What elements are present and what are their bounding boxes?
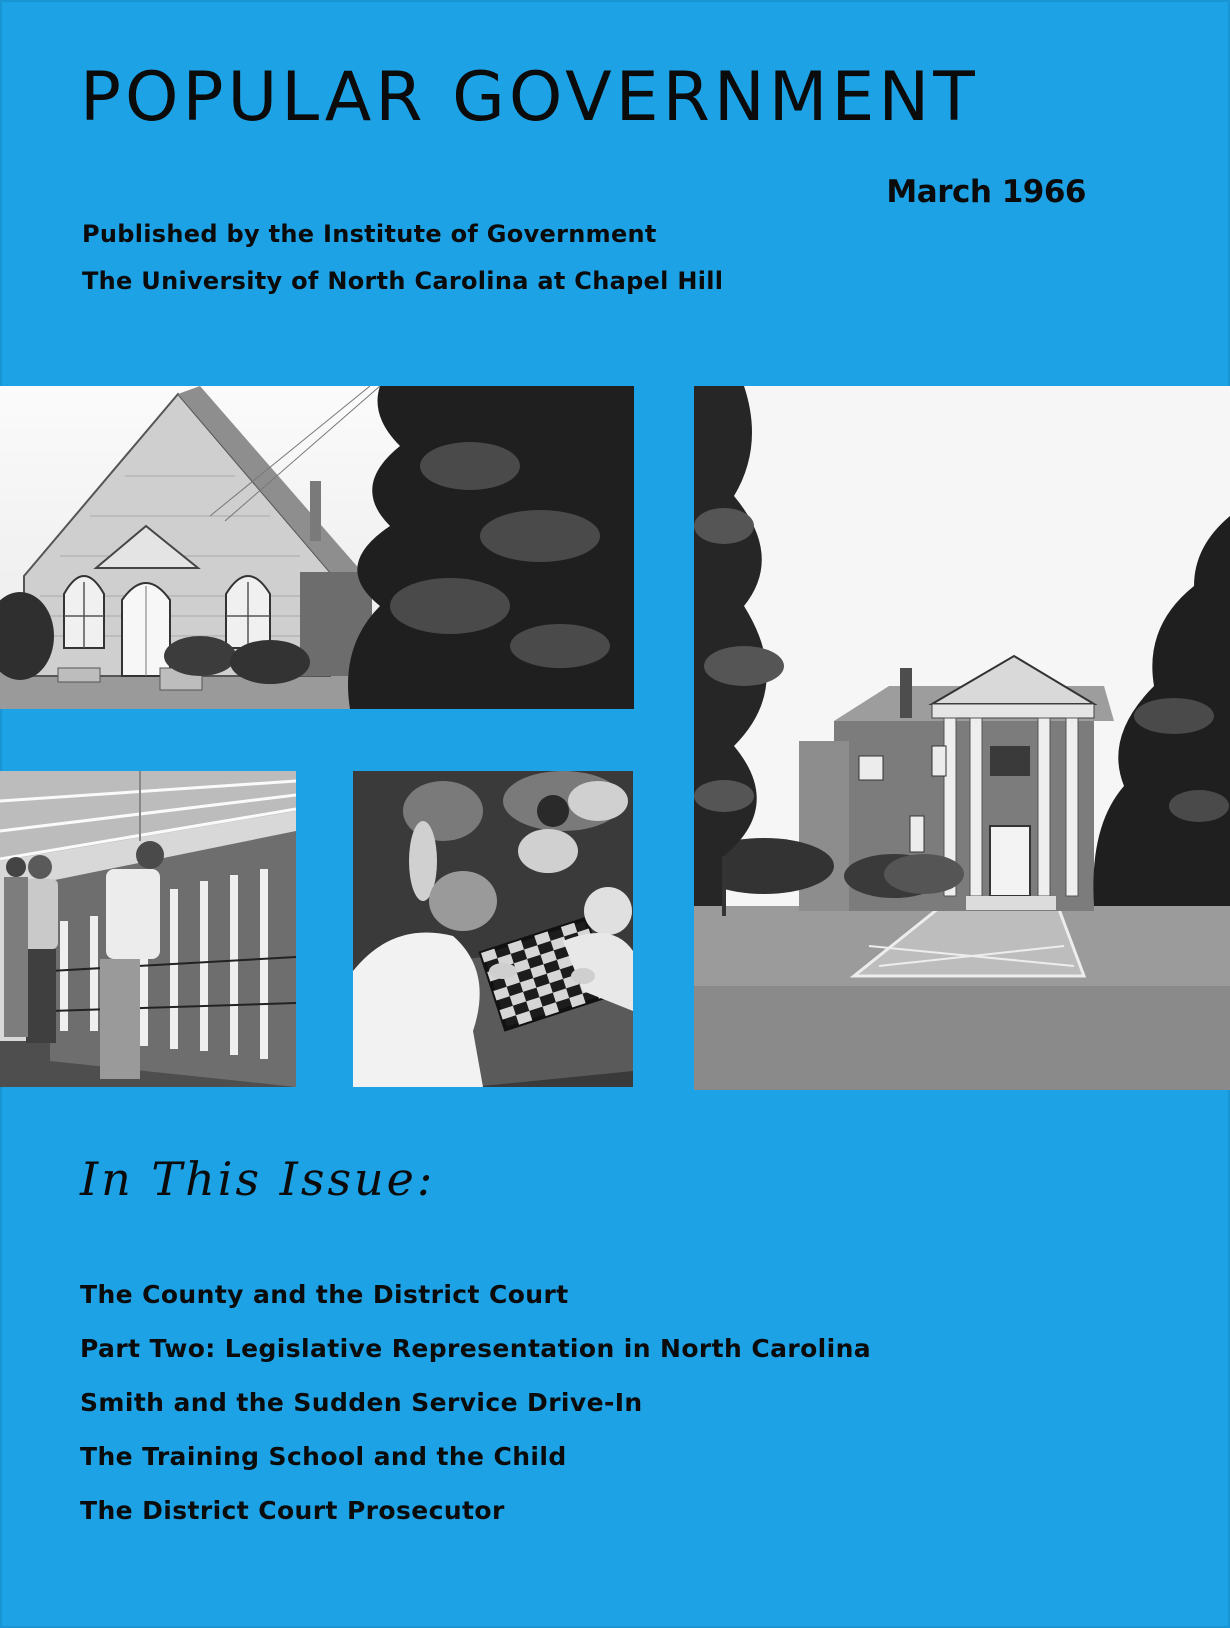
boys-playing-checkers-photo <box>353 771 633 1087</box>
checkers-photo-drawing <box>353 771 633 1087</box>
publisher-line: Published by the Institute of Government <box>82 220 657 248</box>
article-title: The District Court Prosecutor <box>80 1496 505 1525</box>
spinning-mill-photo-drawing <box>0 771 296 1087</box>
article-title: The Training School and the Child <box>80 1442 567 1471</box>
church-photo <box>0 386 634 709</box>
church-photo-drawing <box>0 386 634 709</box>
magazine-title: POPULAR GOVERNMENT <box>80 58 979 137</box>
courthouse-photo <box>694 386 1230 1090</box>
contents-list <box>80 1268 871 1538</box>
article-title: The County and the District Court <box>80 1280 569 1309</box>
issue-date: March 1966 <box>886 174 1086 210</box>
courthouse-photo-drawing <box>694 386 1230 1090</box>
university-line: The University of North Carolina at Chapel Hill <box>82 267 724 295</box>
article-title: Smith and the Sudden Service Drive-In <box>80 1388 643 1417</box>
article-title: Part Two: Legislative Representation in North Carolina <box>80 1334 872 1363</box>
in-this-issue-heading: In This Issue: <box>80 1152 436 1206</box>
spinning-mill-photo <box>0 771 296 1087</box>
